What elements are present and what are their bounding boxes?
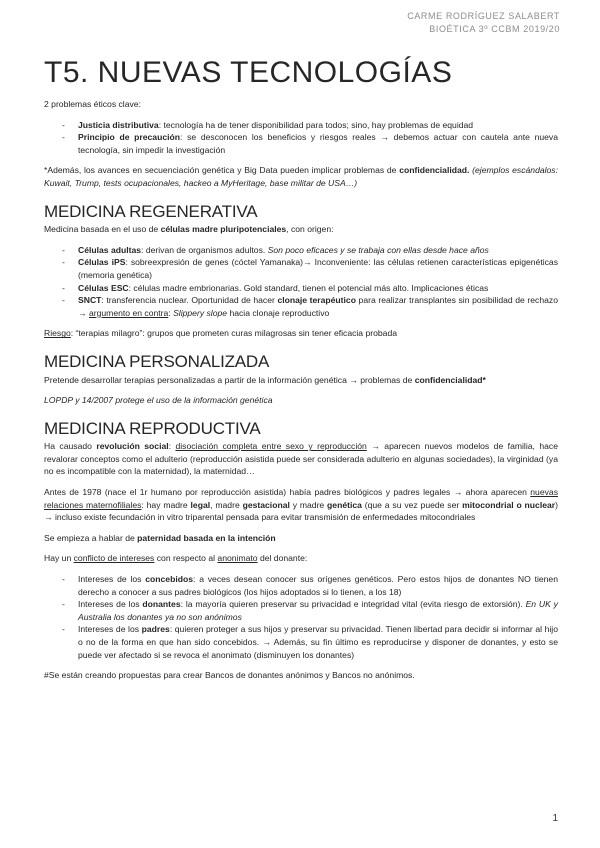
list-item: - Células adultas: derivan de organismos adultos. Son poco eficaces y se trabaja con ellas desde hace años	[44, 244, 558, 257]
section-heading-reproductiva: MEDICINA REPRODUCTIVA	[44, 418, 261, 438]
section-heading-personalizada: MEDICINA PERSONALIZADA	[44, 351, 270, 371]
header-course: BIOÉTICA 3º CCBM 2019/20	[429, 24, 560, 34]
intro-text: 2 problemas éticos clave:	[44, 99, 141, 109]
page-title: T5. NUEVAS TECNOLOGÍAS	[44, 56, 453, 89]
list-item: - Células ESC: células madre embrionarias. Gold standard, tienen el potencial más alto. Implicaciones éticas	[44, 282, 558, 295]
list-item: - Justicia distributiva: tecnología ha de tener disponibilidad para todos; sino, hay problemas de equidad	[44, 119, 558, 132]
page-number: 1	[552, 813, 558, 824]
reproductiva-p4: Hay un conflicto de intereses con respecto al anonimato del donante:	[44, 553, 308, 564]
list-item: - Intereses de los padres: quieren proteger a sus hijos y preservar su privacidad. Tienen libertad para decidir si informar al hijo o no de la forma en que han sido concebidos. → Además, su fin último es reproducirse y disponer de donantes, y esto se puede ver afectado si se revoca el anonimato (disminuyen los donantes)	[44, 623, 558, 661]
interests-list	[44, 573, 558, 661]
confidentiality-note: *Además, los avances en secuenciación genética y Big Data pueden implicar problemas de confidencialidad. (ejemplos escándalos: Kuwait, Trump, tests ocupacionales, hackeo a MyHeritage, base militar de USA…)	[44, 165, 558, 188]
section-heading-regenerativa: MEDICINA REGENERATIVA	[44, 201, 258, 221]
list-item: - Células iPS: sobreexpresión de genes (cóctel Yamanaka)→ Inconveniente: las células retienen características epigenéticas (memoria genética)	[44, 256, 558, 281]
list-item: - Principio de precaución: se desconocen los beneficios y riesgos reales → debemos actuar con cautela ante nueva tecnología, sin impedir la investigación	[44, 131, 558, 156]
closing-note: #Se están creando propuestas para crear Bancos de donantes anónimos y Bancos no anónimos.	[44, 670, 415, 681]
list-item: - Intereses de los donantes: la mayoría quieren preservar su privacidad e integridad vital (evita riesgo de extorsión). En UK y Australia los donantes ya no son anónimos	[44, 598, 558, 623]
document-body	[44, 98, 558, 690]
cell-types-list	[44, 244, 558, 320]
page-header	[407, 10, 560, 36]
header-author: CARME RODRÍGUEZ SALABERT	[407, 11, 560, 21]
reproductiva-p1: Ha causado revolución social: disociación completa entre sexo y reproducción → aparecen nuevos modelos de familia, hace revalorar conceptos como el adulterio (reproducción asistida puede ser considerada adulterio en algunas sociedades), la virginidad (ya no es incompatible con la maternidad), la maternidad…	[44, 441, 558, 477]
risk-note: Riesgo: “terapias milagro”: grupos que prometen curas milagrosas sin tener eficacia probada	[44, 328, 398, 339]
personalizada-text: Pretende desarrollar terapias personalizadas a partir de la información genética → problemas de confidencialidad*	[44, 374, 486, 385]
key-problems-list	[44, 119, 558, 157]
list-item: - Intereses de los concebidos: a veces desean conocer sus orígenes genéticos. Pero estos hijos de donantes NO tienen derecho a conocer a sus padres biológicos (los hijos adoptados si lo tienen, a los 18)	[44, 573, 558, 598]
list-item: - SNCT: transferencia nuclear. Oportunidad de hacer clonaje terapéutico para realizar transplantes sin posibilidad de rechazo → argumento en contra: Slippery slope hacia clonaje reproductivo	[44, 294, 558, 319]
reproductiva-p2: Antes de 1978 (nace el 1r humano por reproducción asistida) había padres biológicos y padres legales → ahora aparecen nuevas relaciones maternofiliales: hay madre legal, madre gestacional y madre genética (que a su vez puede ser mitocondrial o nuclear) → incluso existe fecundación in vitro triparental pensada para evitar transmisión de enfermedades mitocondriales	[44, 487, 558, 523]
reproductiva-p3: Se empieza a hablar de paternidad basada en la intención	[44, 532, 276, 543]
law-note: LOPDP y 14/2007 protege el uso de la información genética	[44, 395, 273, 406]
regenerativa-lead: Medicina basada en el uso de células madre pluripotenciales, con origen:	[44, 224, 334, 235]
